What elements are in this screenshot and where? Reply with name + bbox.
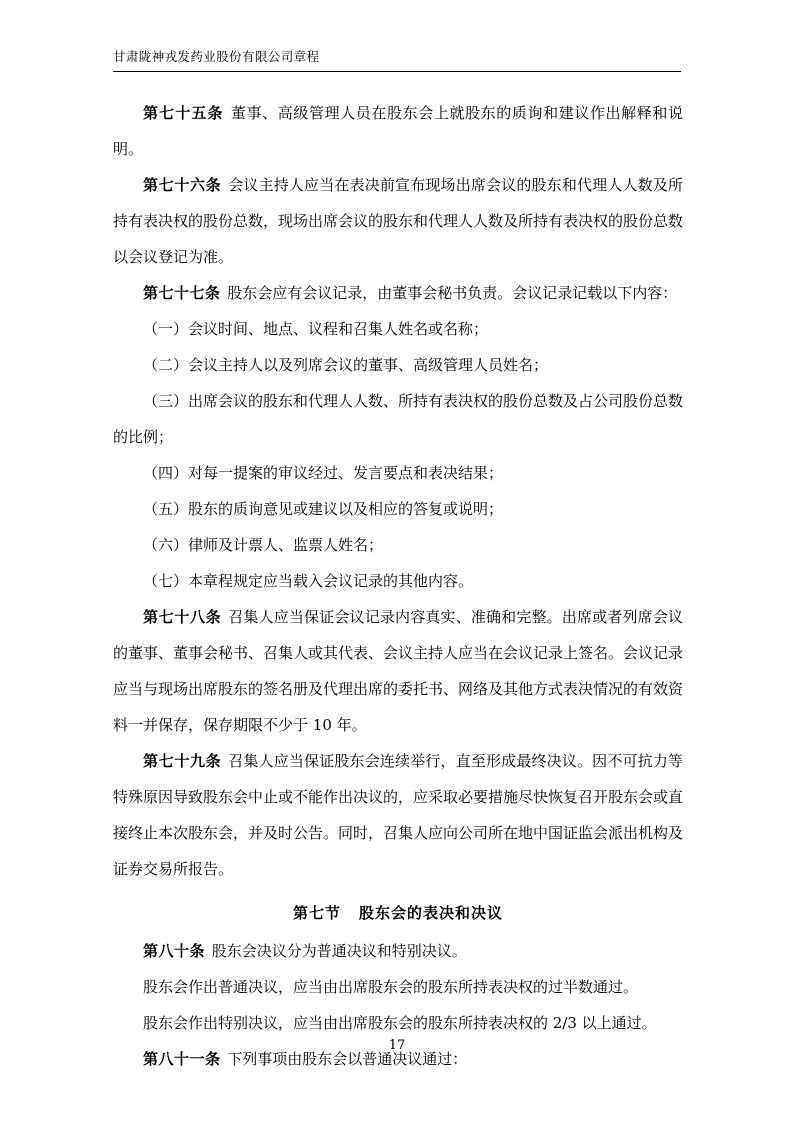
article-paragraph — [113, 599, 683, 743]
article-number: 第七十八条 — [143, 608, 222, 626]
list-item: （六）律师及计票人、监票人姓名； — [143, 536, 384, 554]
article-paragraph — [113, 743, 683, 887]
article-number: 第七十五条 — [143, 104, 224, 122]
article-text: 董事、高级管理人员在股东会上就股东的质询和建议作出解释和说明。 — [113, 104, 683, 158]
list-item: （七）本章程规定应当载入会议记录的其他内容。 — [143, 572, 474, 590]
body-paragraph: 股东会作出普通决议，应当由出席股东会的股东所持表决权的过半数通过。 — [143, 978, 639, 996]
article-text: 召集人应当保证股东会连续举行，直至形成最终决议。因不可抗力等特殊原因导致股东会中止或不能作出决议的，应采取必要措施尽快恢复召开股东会或直接终止本次股东会，并及时公告。同时，召集人应向公司所在地中国证监会派出机构及证券交易所报告。 — [113, 752, 684, 878]
list-item: （五）股东的质询意见或建议以及相应的答复或说明； — [143, 500, 504, 518]
article-number: 第七十六条 — [143, 176, 222, 194]
article-paragraph — [113, 167, 683, 275]
list-item: （二）会议主持人以及列席会议的董事、高级管理人员姓名； — [143, 356, 549, 374]
body-paragraph: 股东会作出特别决议，应当由出席股东会的股东所持表决权的 2/3 以上通过。 — [143, 1014, 657, 1032]
article-text: 会议主持人应当在表决前宣布现场出席会议的股东和代理人人数及所持有表决权的股份总数，现场出席会议的股东和代理人人数及所持有表决权的股份总数以会议登记为准。 — [113, 176, 684, 266]
article-paragraph — [113, 275, 683, 311]
article-paragraph — [113, 933, 683, 969]
article-number: 第八十一条 — [143, 1050, 221, 1068]
article-number: 第七十九条 — [143, 752, 222, 770]
section-label: 第七节 — [292, 904, 341, 922]
article-text: 股东会决议分为普通决议和特别决议。 — [211, 942, 467, 960]
section-heading — [113, 887, 683, 933]
article-number: 第七十七条 — [143, 284, 221, 302]
page-number: 17 — [388, 1038, 406, 1053]
section-title-text: 股东会的表决和决议 — [359, 904, 504, 922]
article-paragraph — [113, 95, 683, 167]
list-item: （四）对每一提案的审议经过、发言要点和表决结果； — [143, 464, 504, 482]
list-item: （一）会议时间、地点、议程和召集人姓名或名称； — [143, 320, 489, 338]
article-text: 召集人应当保证会议记录内容真实、准确和完整。出席或者列席会议的董事、董事会秘书、召集人或其代表、会议主持人应当在会议记录上签名。会议记录应当与现场出席股东的签名册及代理出席的委托书、网络及其他方式表决情况的有效资料一并保存，保存期限不少于 10 年。 — [113, 608, 684, 734]
article-text: 股东会应有会议记录，由董事会秘书负责。会议记录记载以下内容： — [227, 284, 678, 302]
article-number: 第八十条 — [143, 942, 206, 960]
page-header: 甘肃陇神戎发药业股份有限公司章程 — [113, 48, 681, 72]
list-item: （三）出席会议的股东和代理人人数、所持有表决权的股份总数及占公司股份总数的比例； — [113, 392, 684, 446]
article-text: 下列事项由股东会以普通决议通过： — [227, 1050, 468, 1068]
document-body — [113, 95, 683, 1077]
